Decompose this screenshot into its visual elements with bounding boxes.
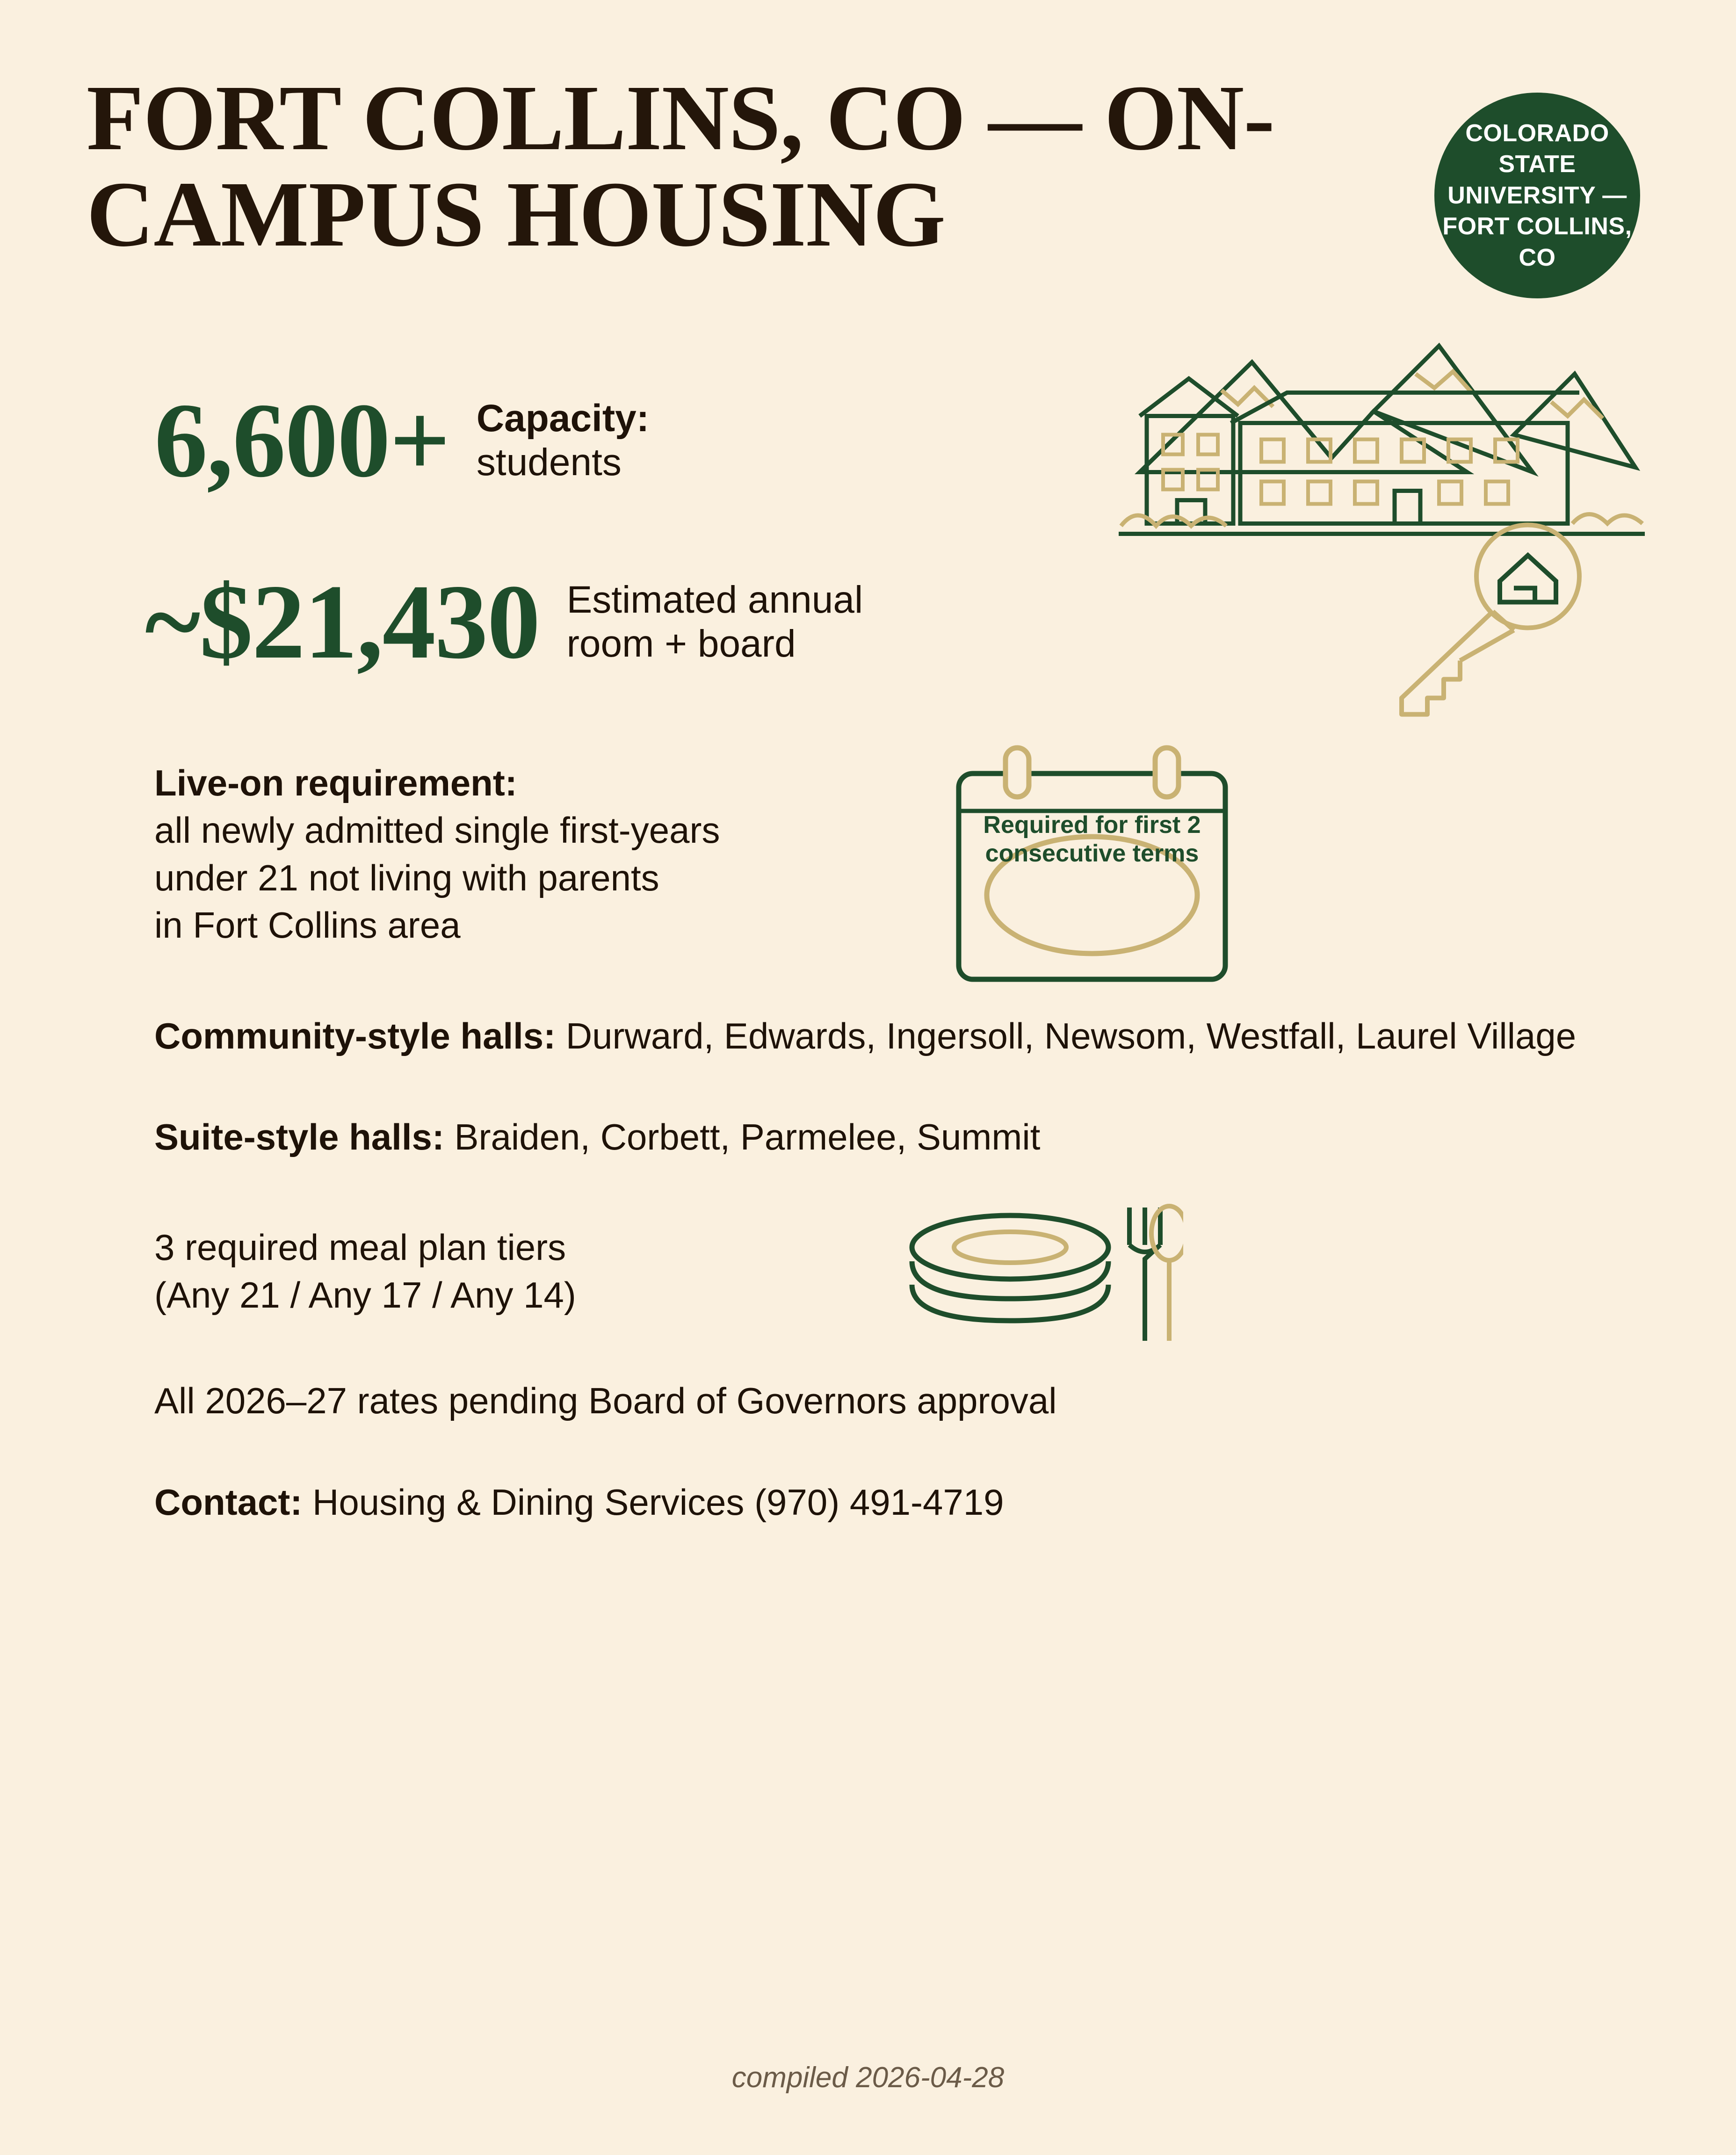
meal-plans-line-2: (Any 21 / Any 17 / Any 14) bbox=[154, 1274, 576, 1316]
suite-halls-block bbox=[87, 1114, 1585, 1161]
stat-capacity bbox=[87, 382, 1649, 499]
calendar-icon bbox=[949, 741, 1235, 1005]
live-on-heading: Live-on requirement: bbox=[154, 762, 517, 803]
meal-plans-block bbox=[87, 1224, 1230, 1319]
community-halls-label: Community-style halls: bbox=[154, 1015, 556, 1056]
meal-plans-line-1: 3 required meal plan tiers bbox=[154, 1227, 566, 1268]
stat-cost bbox=[87, 563, 1649, 681]
contact-block bbox=[87, 1479, 1649, 1526]
house-key-icon bbox=[1374, 518, 1607, 726]
plate-utensils-icon bbox=[884, 1198, 1183, 1364]
cost-label-line1: Estimated annual bbox=[566, 578, 863, 621]
live-on-line-3: in Fort Collins area bbox=[154, 904, 461, 946]
suite-halls-list: Braiden, Corbett, Parmelee, Summit bbox=[454, 1116, 1041, 1157]
live-on-line-1: all newly admitted single first-years bbox=[154, 810, 720, 851]
university-seal-badge bbox=[1434, 93, 1640, 298]
page-title: FORT COLLINS, CO — ON-CAMPUS HOUSING bbox=[87, 66, 1274, 266]
live-on-requirement-block bbox=[87, 759, 1277, 949]
community-halls-list: Durward, Edwards, Ingersoll, Newsom, Westfall, Laurel Village bbox=[565, 1015, 1577, 1056]
capacity-value: 6,600+ bbox=[154, 382, 449, 499]
community-halls-block bbox=[87, 1012, 1585, 1060]
capacity-label-strong: Capacity: bbox=[476, 397, 650, 440]
cost-label-line2: room + board bbox=[566, 622, 796, 665]
university-seal-label: COLORADO STATE UNIVERSITY — FORT COLLINS, CO bbox=[1442, 119, 1632, 271]
calendar-note-text: Required for first 2 consecutive terms bbox=[983, 811, 1201, 868]
cost-value: ~$21,430 bbox=[145, 563, 540, 681]
contact-label: Contact: bbox=[154, 1481, 303, 1523]
header bbox=[87, 66, 1649, 298]
live-on-line-2: under 21 not living with parents bbox=[154, 857, 659, 898]
rates-note: All 2026–27 rates pending Board of Governors approval bbox=[154, 1380, 1057, 1422]
capacity-label bbox=[477, 397, 649, 485]
contact-value: Housing & Dining Services (970) 491-4719 bbox=[312, 1481, 1004, 1523]
cost-label bbox=[567, 578, 863, 666]
suite-halls-label: Suite-style halls: bbox=[154, 1116, 444, 1157]
compiled-date: compiled 2026-04-28 bbox=[731, 2061, 1005, 2094]
capacity-label-normal: students bbox=[476, 441, 622, 484]
